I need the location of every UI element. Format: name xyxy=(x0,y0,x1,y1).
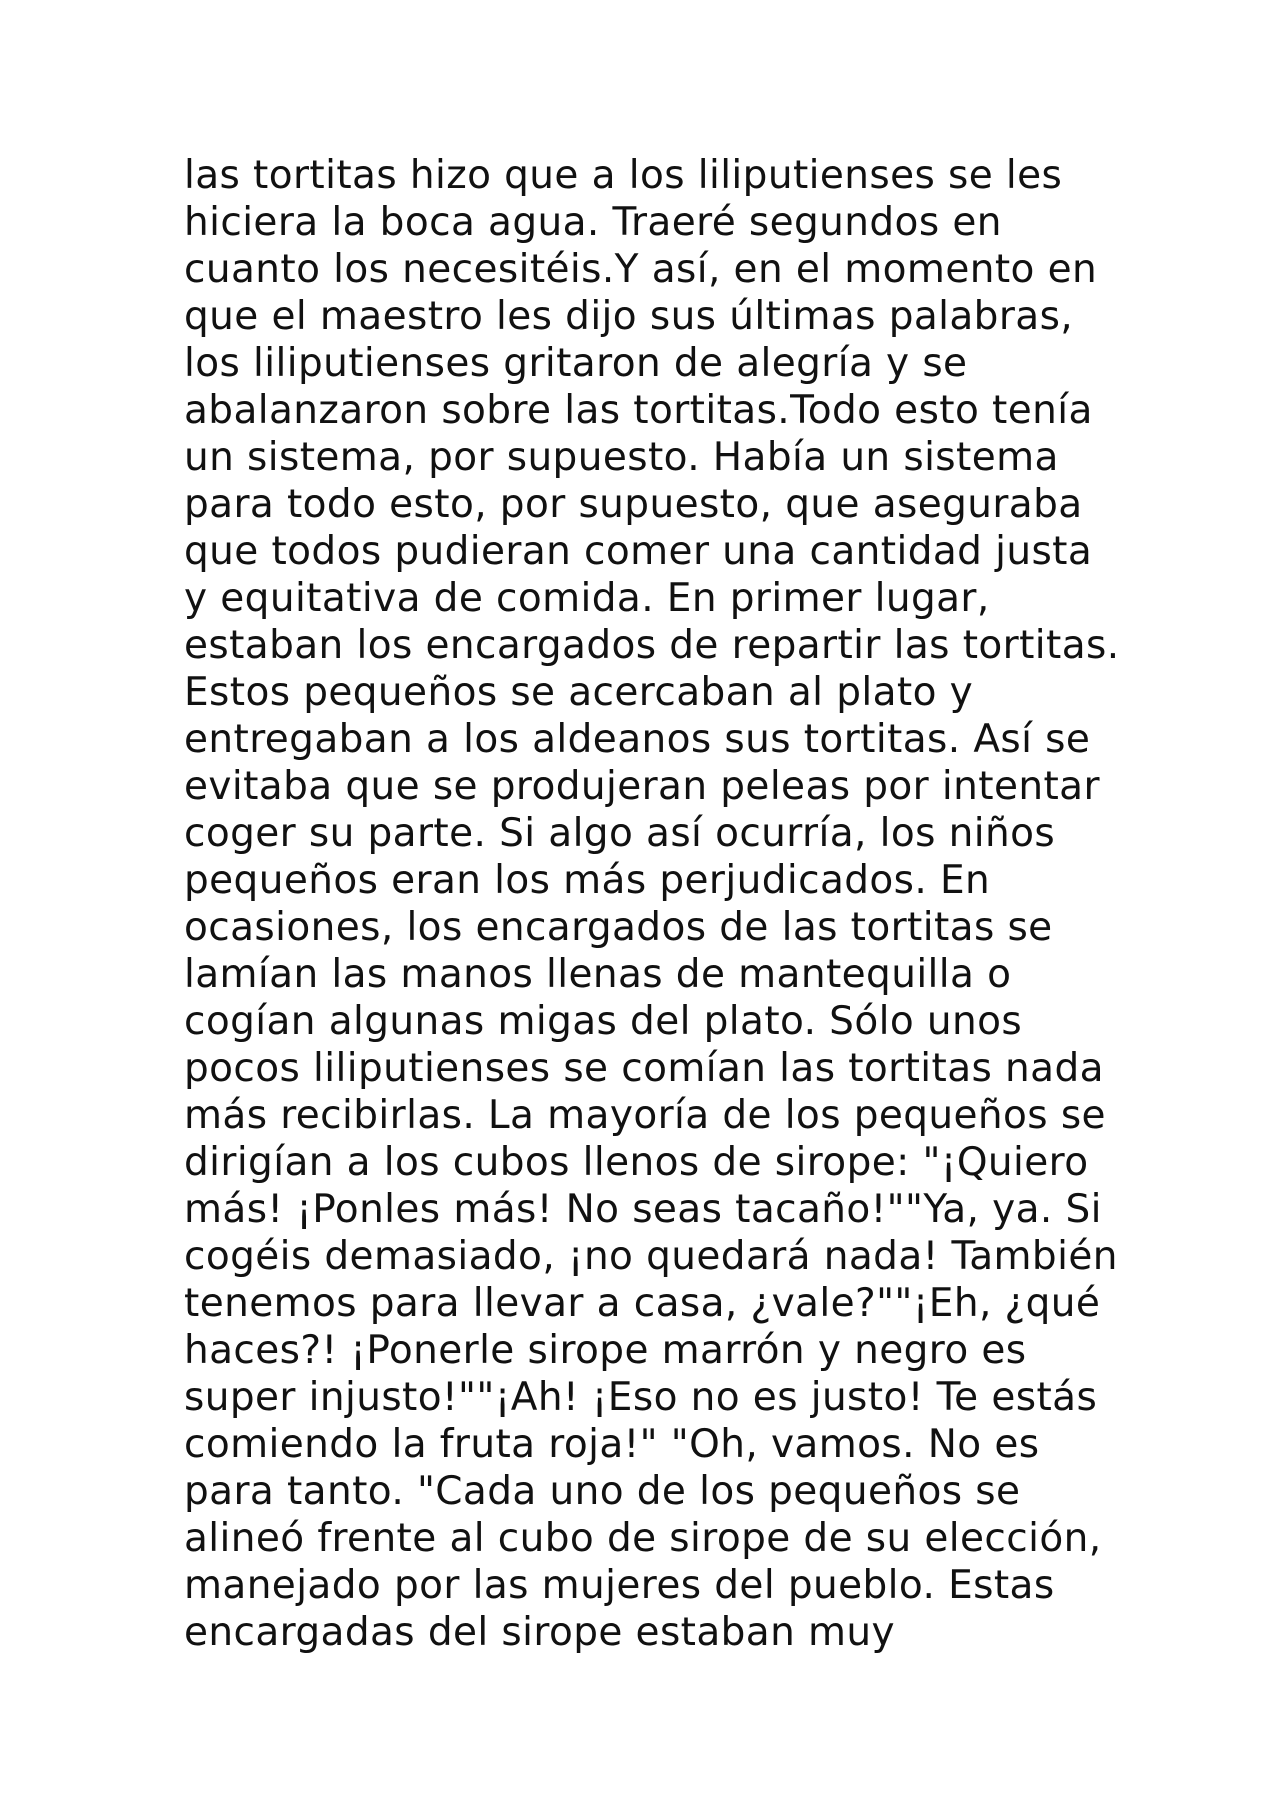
text-line: más! ¡Ponles más! No seas tacaño!""Ya, ya. Si xyxy=(184,1187,1102,1232)
text-line: evitaba que se produjeran peleas por intentar xyxy=(184,764,1100,809)
text-line: estaban los encargados de repartir las tortitas. xyxy=(184,623,1120,668)
text-line: que todos pudieran comer una cantidad justa xyxy=(184,529,1093,574)
text-line: para tanto. "Cada uno de los pequeños se xyxy=(184,1469,1021,1514)
text-line: tenemos para llevar a casa, ¿vale?""¡Eh, ¿qué xyxy=(184,1281,1101,1326)
text-line: Estos pequeños se acercaban al plato y xyxy=(184,670,974,715)
text-line: encargadas del sirope estaban muy xyxy=(184,1610,896,1655)
text-line: un sistema, por supuesto. Había un sistema xyxy=(184,435,1059,480)
text-line: ocasiones, los encargados de las tortitas se xyxy=(184,905,1053,950)
text-line: manejado por las mujeres del pueblo. Estas xyxy=(184,1563,1055,1608)
text-line: haces?! ¡Ponerle sirope marrón y negro es xyxy=(184,1328,1027,1373)
text-line: y equitativa de comida. En primer lugar, xyxy=(184,576,990,621)
text-line: alineó frente al cubo de sirope de su elección, xyxy=(184,1516,1102,1561)
text-line: más recibirlas. La mayoría de los pequeños se xyxy=(184,1093,1106,1138)
body-text xyxy=(184,152,1244,1656)
text-line: las tortitas hizo que a los liliputienses se les xyxy=(184,153,1063,198)
text-line: entregaban a los aldeanos sus tortitas. Así se xyxy=(184,717,1091,762)
text-line: los liliputienses gritaron de alegría y se xyxy=(184,341,968,386)
text-line: comiendo la fruta roja!" "Oh, vamos. No es xyxy=(184,1422,1040,1467)
text-line: pequeños eran los más perjudicados. En xyxy=(184,858,991,903)
text-line: cogían algunas migas del plato. Sólo unos xyxy=(184,999,1023,1044)
text-line: super injusto!""¡Ah! ¡Eso no es justo! Te estás xyxy=(184,1375,1098,1420)
text-line: para todo esto, por supuesto, que aseguraba xyxy=(184,482,1083,527)
text-line: cogéis demasiado, ¡no quedará nada! También xyxy=(184,1234,1118,1279)
text-line: hiciera la boca agua. Traeré segundos en xyxy=(184,200,1002,245)
text-line: pocos liliputienses se comían las tortitas nada xyxy=(184,1046,1104,1091)
text-line: abalanzaron sobre las tortitas.Todo esto tenía xyxy=(184,388,1093,433)
text-line: dirigían a los cubos llenos de sirope: "¡Quiero xyxy=(184,1140,1089,1185)
text-line: que el maestro les dijo sus últimas palabras, xyxy=(184,294,1074,339)
text-line: cuanto los necesitéis.Y así, en el momento en xyxy=(184,247,1098,292)
text-line: coger su parte. Si algo así ocurría, los niños xyxy=(184,811,1056,856)
text-line: lamían las manos llenas de mantequilla o xyxy=(184,952,1012,997)
